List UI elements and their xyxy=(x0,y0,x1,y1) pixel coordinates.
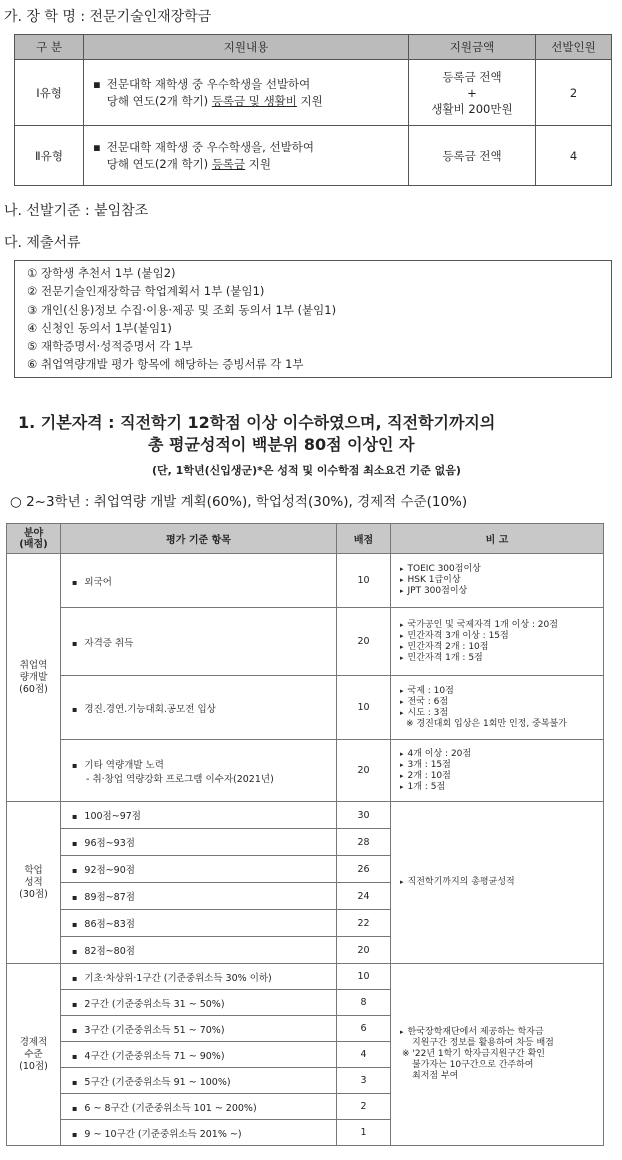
score-cell: 20 xyxy=(337,937,391,964)
score-cell: 1 xyxy=(337,1120,391,1146)
header-item: 평가 기준 항목 xyxy=(61,524,337,554)
list-item: ⑥ 취업역량개발 평가 항목에 해당하는 증빙서류 각 1부 xyxy=(27,357,304,372)
item-sublabel: - 취·창업 역량강화 프로그램 이수자(2021년) xyxy=(86,773,274,785)
score-cell: 28 xyxy=(337,829,391,856)
list-item: ③ 개인(신용)정보 수집·이용·제공 및 조회 동의서 1부 (붙임1) xyxy=(27,302,337,317)
score-cell: 10 xyxy=(337,554,391,608)
score-cell: 3 xyxy=(337,1068,391,1094)
list-item: ② 전문기술인재장학금 학업계획서 1부 (붙임1) xyxy=(27,284,265,299)
basic-qualification-line1: 1. 기본자격 : 직전학기 12학점 이상 이수하였으며, 직전학기까지의 xyxy=(18,413,496,432)
list-item: ① 장학생 추천서 1부 (붙임2) xyxy=(27,266,176,280)
score-cell: 10 xyxy=(337,964,391,990)
note-cell: ▸ TOEIC 300점이상 ▸ HSK 1급이상 ▸ JPT 300점이상 xyxy=(391,554,604,608)
score-cell: 4 xyxy=(337,1042,391,1068)
selection-criteria: 나. 선발기준 : 붙임참조 xyxy=(4,203,149,219)
item-label: ▪ 96점~93점 xyxy=(62,835,335,849)
item-label: ▪ 9 ~ 10구간 (기준중위소득 201% ~) xyxy=(62,1126,335,1140)
header-score: 배점 xyxy=(337,524,391,554)
category-cell: 취업역 량개발 (60점) xyxy=(7,554,61,802)
note-cell: ▸ 국제 : 10점 ▸ 전국 : 6점 ▸ 시도 : 3점 ※ 경진대회 입상은 1회만 인정, 중복불가 xyxy=(391,676,604,740)
item-label: ▪ 82점~80점 xyxy=(62,943,335,957)
item-label: ▪ 기타 역량개발 노력 xyxy=(62,757,335,771)
item-label: ▪ 4구간 (기준중위소득 71 ~ 90%) xyxy=(62,1048,335,1062)
col-count: 선발인원 xyxy=(536,35,612,60)
item-label: ▪ 92점~90점 xyxy=(62,862,335,876)
item-label: ▪ 기초·차상위·1구간 (기준중위소득 30% 이하) xyxy=(62,970,335,984)
basic-qualification-note: (단, 1학년(신입생군)*은 성적 및 이수학점 최소요건 기준 없음) xyxy=(152,464,461,477)
header-note: 비 고 xyxy=(391,524,604,554)
score-cell: 26 xyxy=(337,856,391,883)
count-cell: 2 xyxy=(536,60,612,126)
col-category: 구 분 xyxy=(15,35,84,60)
table-row xyxy=(7,676,604,740)
table-row xyxy=(7,608,604,676)
col-amount: 지원금액 xyxy=(409,35,536,60)
category-cell: 학업 성적 (30점) xyxy=(7,802,61,964)
table-row xyxy=(15,60,612,126)
item-label: ▪ 5구간 (기준중위소득 91 ~ 100%) xyxy=(62,1074,335,1088)
content-cell: ▪ 전문대학 재학생 중 우수학생을 선발하여 당해 연도(2개 학기) 등록금 및 생활비 지원 xyxy=(84,60,409,126)
list-item: ④ 신청인 동의서 1부(붙임1) xyxy=(27,320,172,335)
score-cell: 2 xyxy=(337,1094,391,1120)
scholarship-name: 가. 장 학 명 : 전문기술인재장학금 xyxy=(4,9,212,25)
note-cell: ▸ 4개 이상 : 20점 ▸ 3개 : 15점 ▸ 2개 : 10점 ▸ 1개 : 5점 xyxy=(391,740,604,802)
amount-cell: 등록금 전액 + 생활비 200만원 xyxy=(409,60,536,126)
evaluation-table xyxy=(6,523,604,1146)
item-label: ▪ 외국어 xyxy=(62,574,335,588)
score-cell: 8 xyxy=(337,990,391,1016)
header-category: 분야 (배점) xyxy=(7,524,61,554)
amount-cell: 등록금 전액 xyxy=(409,126,536,186)
table-row xyxy=(7,964,604,990)
table-row xyxy=(7,802,604,829)
documents-box xyxy=(14,260,612,378)
scholarship-table xyxy=(14,34,612,186)
category-cell: 경제적 수준 (10점) xyxy=(7,964,61,1146)
table-row xyxy=(15,126,612,186)
score-cell: 22 xyxy=(337,910,391,937)
item-label: ▪ 3구간 (기준중위소득 51 ~ 70%) xyxy=(62,1022,335,1036)
item-label: ▪ 100점~97점 xyxy=(62,808,335,822)
content-cell: ▪ 전문대학 재학생 중 우수학생을, 선발하여 당해 연도(2개 학기) 등록금 지원 xyxy=(84,126,409,186)
item-label: ▪ 자격증 취득 xyxy=(62,635,335,649)
type-cell: Ⅱ유형 xyxy=(15,126,84,186)
type-cell: Ⅰ유형 xyxy=(15,60,84,126)
score-cell: 20 xyxy=(337,608,391,676)
item-label: ▪ 6 ~ 8구간 (기준중위소득 101 ~ 200%) xyxy=(62,1100,335,1114)
note-cell: ▸ 국가공인 및 국제자격 1개 이상 : 20점 ▸ 민간자격 3개 이상 : 15점 ▸ 민간자격 2개 : 10점 ▸ 민간자격 1개 : 5점 xyxy=(391,608,604,676)
item-label: ▪ 2구간 (기준중위소득 31 ~ 50%) xyxy=(62,996,335,1010)
score-cell: 10 xyxy=(337,676,391,740)
documents-heading: 다. 제출서류 xyxy=(4,235,81,251)
count-cell: 4 xyxy=(536,126,612,186)
table-row xyxy=(7,740,604,802)
list-item: ⑤ 재학증명서·성적증명서 각 1부 xyxy=(27,339,193,354)
table-row xyxy=(7,554,604,608)
note-cell: ▸ 한국장학재단에서 제공하는 학자금 지원구간 정보를 활용하여 차등 배점 ※ '22년 1학기 학자금지원구간 확인 불가자는 10구간으로 간주하여 최저점 부여 xyxy=(391,964,604,1146)
note-cell: ▸ 직전학기까지의 총평균성적 xyxy=(391,802,604,964)
score-cell: 24 xyxy=(337,883,391,910)
grade-weighting: ○ 2~3학년 : 취업역량 개발 계획(60%), 학업성적(30%), 경제적 수준(10%) xyxy=(10,494,468,510)
score-cell: 20 xyxy=(337,740,391,802)
item-label: ▪ 89점~87점 xyxy=(62,889,335,903)
score-cell: 30 xyxy=(337,802,391,829)
score-cell: 6 xyxy=(337,1016,391,1042)
item-label: ▪ 경진.경연.기능대회.공모전 입상 xyxy=(62,701,335,715)
item-label: ▪ 86점~83점 xyxy=(62,916,335,930)
col-content: 지원내용 xyxy=(84,35,409,60)
basic-qualification-line2: 총 평균성적이 백분위 80점 이상인 자 xyxy=(148,435,415,454)
